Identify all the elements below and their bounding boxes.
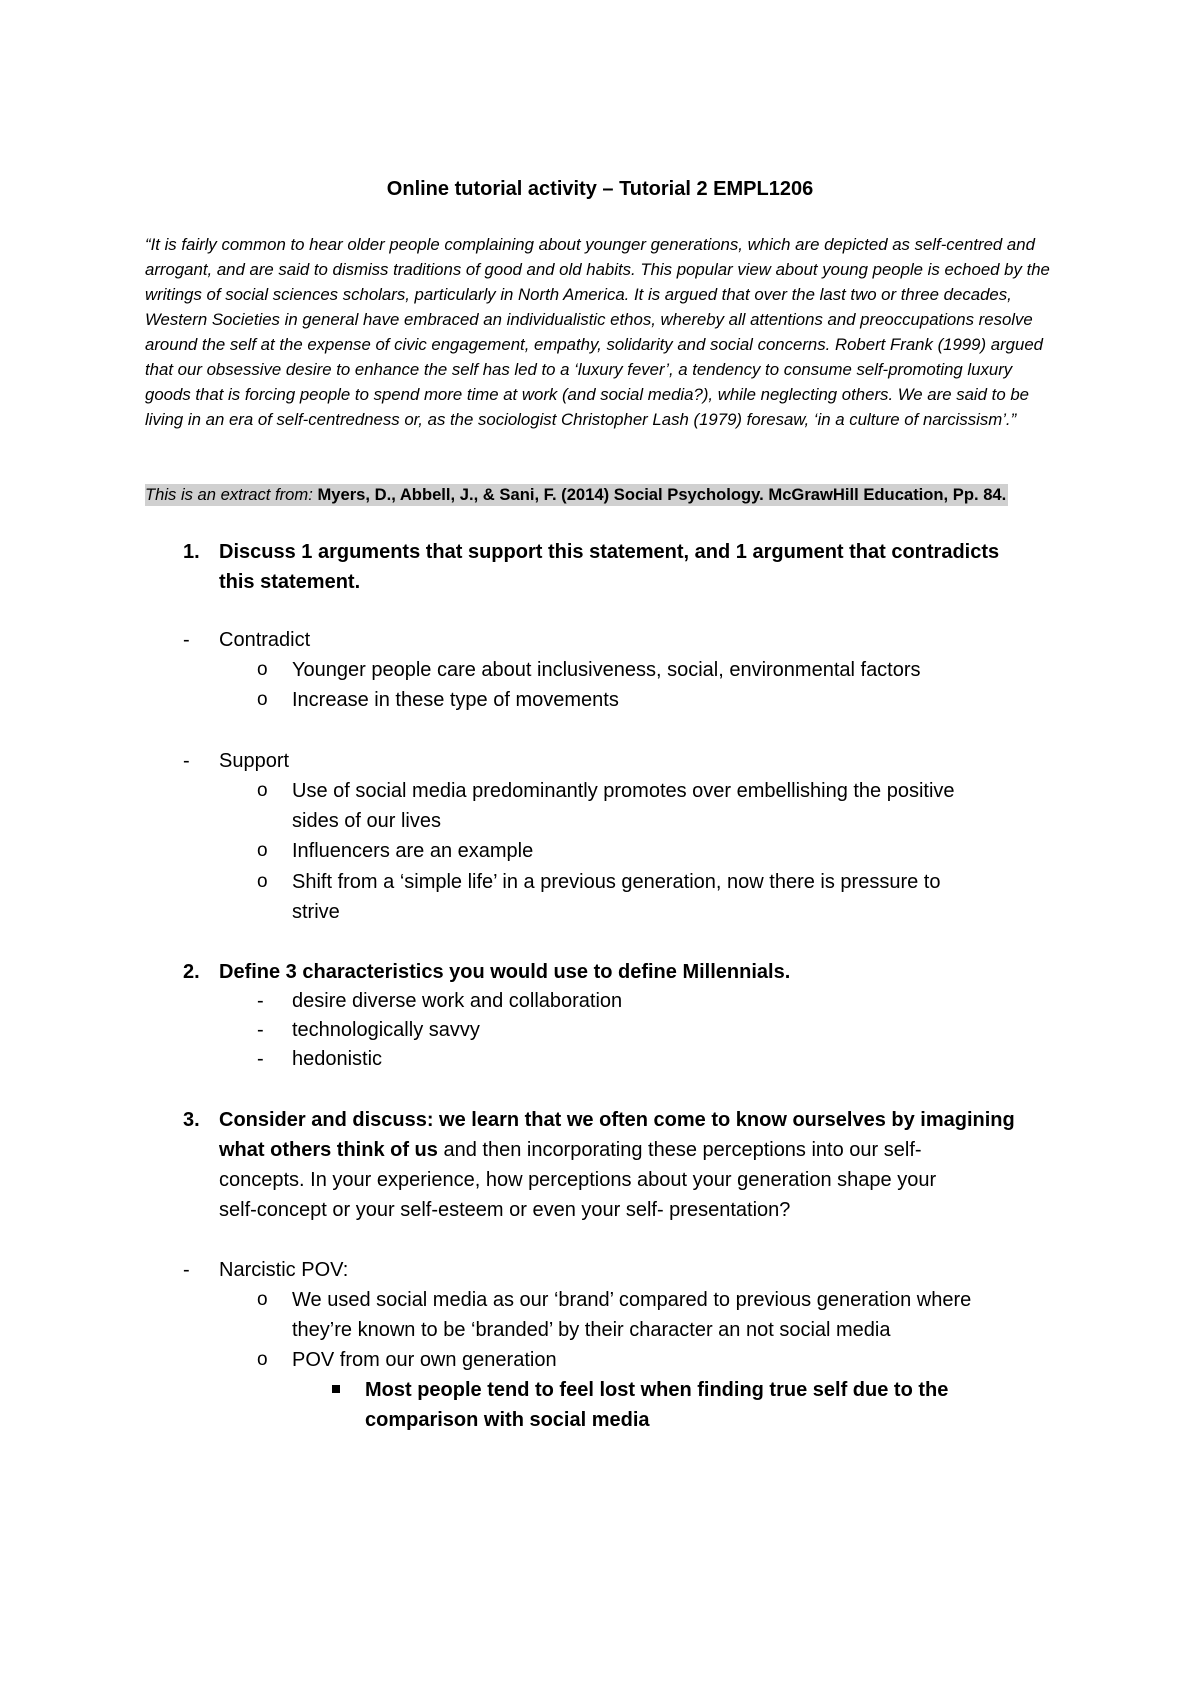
question-3-line-2 [219,1137,922,1163]
square-bullet-icon [332,1385,340,1393]
document-title: Online tutorial activity – Tutorial 2 EMPL1206 [386,178,814,200]
question-3-line-4: self-concept or your self-esteem or even your self- presentation? [219,1199,791,1221]
question-3-emphasis: what others think of us [219,1139,438,1161]
narcistic-sub-item-line-1: Most people tend to feel lost when finding true self due to the [365,1379,949,1401]
millennials-answer-3: hedonistic [292,1048,383,1070]
answer-dash: - [257,1048,264,1070]
narcistic-dash: - [183,1259,190,1281]
citation-line [145,484,1008,506]
citation-reference: Myers, D., Abbell, J., & Sani, F. (2014) Social Psychology. McGrawHill Education, Pp. 84. [317,485,1007,504]
question-1-line-2: this statement. [219,571,361,593]
narcistic-heading: Narcistic POV: [219,1259,349,1281]
circle-bullet-icon: o [257,871,268,892]
narcistic-sub-item-line-2: comparison with social media [365,1409,650,1431]
question-3-line-1: Consider and discuss: we learn that we often come to know ourselves by imagining [219,1109,1015,1131]
circle-bullet-icon: o [257,689,268,710]
answer-dash: - [257,1019,264,1041]
question-1-number: 1. [183,541,200,563]
circle-bullet-icon: o [257,780,268,801]
narcistic-item-1-line-2: they’re known to be ‘branded’ by their character an not social media [292,1319,891,1341]
extract-quote: “It is fairly common to hear older people complaining about younger generations, which are depicted as self-centred and arrogant, and are said to dismiss traditions of good and old habits. This popular view about young people is echoed by the writings of social sciences scholars, particularly in North America. It is argued that over the last two or three decades, Western Societies in general have embraced an individualistic ethos, whereby all attentions and preoccupations resolve around the self at the expense of civic engagement, empathy, solidarity and social concerns. Robert Frank (1999) argued that our obsessive desire to enhance the self has led to a ‘luxury fever’, a tendency to consume self-promoting luxury goods that is forcing people to spend more time at work (and social media?), while neglecting others. We are said to be living in an era of self-centredness or, as the sociologist Christopher Lash (1979) foresaw, ‘in a culture of narcissism’.” [145,235,1050,429]
contradict-item-1: Younger people care about inclusiveness, social, environmental factors [292,659,921,681]
question-1-line-1: Discuss 1 arguments that support this statement, and 1 argument that contradicts [219,541,1000,563]
question-2-number: 2. [183,961,200,983]
millennials-answer-1: desire diverse work and collaboration [292,990,623,1012]
contradict-item-2: Increase in these type of movements [292,689,619,711]
question-3-line-2-rest: and then incorporating these perceptions into our self- [437,1139,922,1161]
support-dash: - [183,750,190,772]
question-3-number: 3. [183,1109,200,1131]
circle-bullet-icon: o [257,659,268,680]
contradict-dash: - [183,629,190,651]
contradict-heading: Contradict [219,629,311,651]
support-item-3-line-2: strive [292,901,340,923]
narcistic-item-1-line-1: We used social media as our ‘brand’ compared to previous generation where [292,1289,972,1311]
support-heading: Support [219,750,290,772]
narcistic-item-2: POV from our own generation [292,1349,557,1371]
support-item-1-line-1: Use of social media predominantly promotes over embellishing the positive [292,780,955,802]
support-item-1-line-2: sides of our lives [292,810,441,832]
circle-bullet-icon: o [257,1349,268,1370]
millennials-answer-2: technologically savvy [292,1019,480,1041]
circle-bullet-icon: o [257,840,268,861]
citation-lead: This is an extract from: [145,485,318,504]
question-2-text: Define 3 characteristics you would use to define Millennials. [219,961,791,983]
question-3-line-3: concepts. In your experience, how perceptions about your generation shape your [219,1169,937,1191]
support-item-2: Influencers are an example [292,840,534,862]
answer-dash: - [257,990,264,1012]
circle-bullet-icon: o [257,1289,268,1310]
support-item-3-line-1: Shift from a ‘simple life’ in a previous generation, now there is pressure to [292,871,941,893]
